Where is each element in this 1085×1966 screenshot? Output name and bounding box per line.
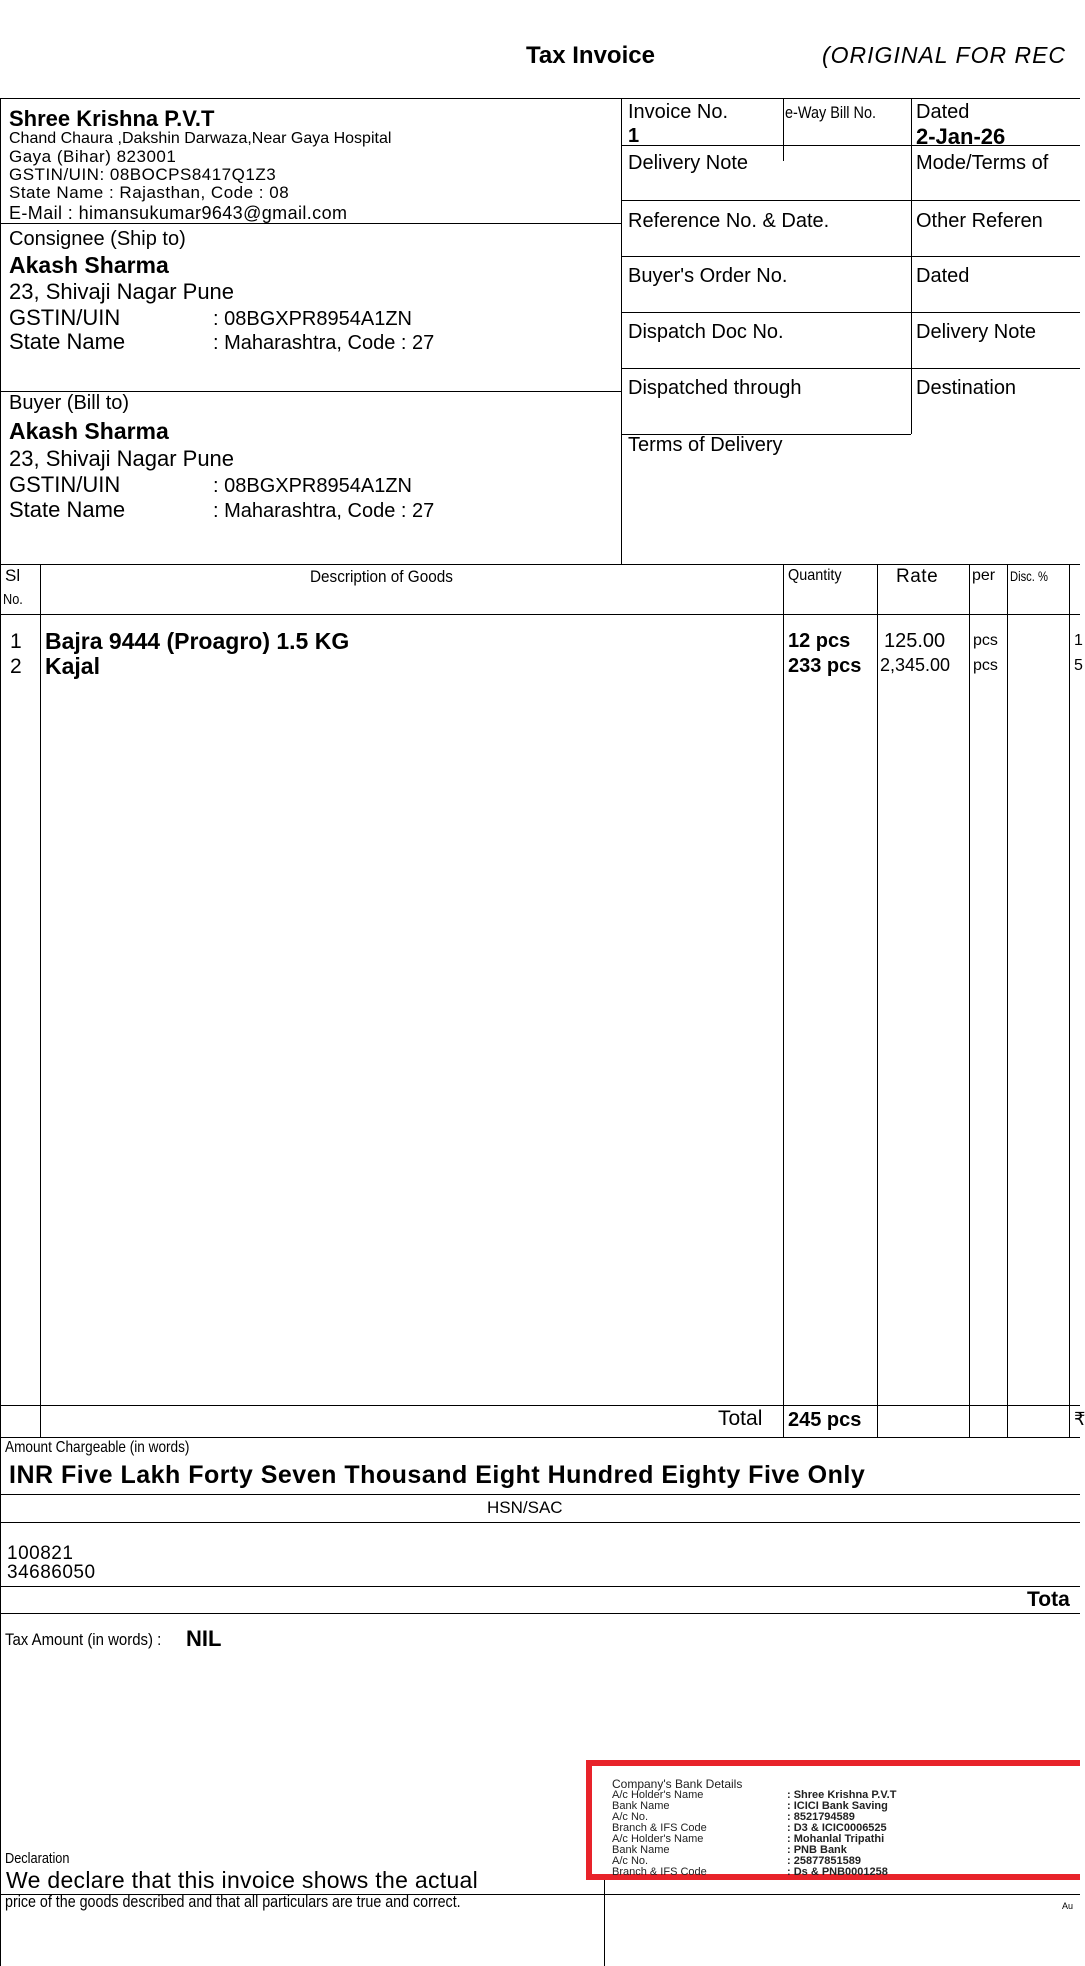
row-amount: 5 [1074,657,1083,674]
seller-address-line1: Chand Chaura ,Dakshin Darwaza,Near Gaya Hospital [9,130,392,147]
buyer-gstin: : 08BGXPR8954A1ZN [213,475,412,497]
bank-row-value: : PNB Bank [787,1844,847,1856]
terms-of-delivery-label: Terms of Delivery [628,434,783,456]
buyer-gstin-label: GSTIN/UIN [9,472,121,497]
sl-header-bottom: No. [3,591,23,608]
bank-row-value: : 25877851589 [787,1855,862,1867]
row-quantity: 233 pcs [788,655,862,677]
bank-row-key: Bank Name [612,1800,670,1812]
delivery-note-date-label: Delivery Note [916,321,1037,343]
bank-row-value: : 8521794589 [787,1811,855,1823]
consignee-state-label: State Name [9,329,126,354]
dated-value: 2-Jan-26 [916,124,1006,149]
row-rate: 2,345.00 [880,655,951,675]
seller-gstin: GSTIN/UIN: 08BOCPS8417Q1Z3 [9,165,277,184]
amount-words-label: Amount Chargeable (in words) [5,1439,190,1456]
buyer-state: : Maharashtra, Code : 27 [213,500,435,522]
buyers-order-dated-label: Dated [916,265,970,287]
rate-header: Rate [896,566,939,587]
bank-row-key: A/c Holder's Name [612,1789,704,1801]
consignee-gstin-label: GSTIN/UIN [9,305,121,330]
bank-row-key: A/c No. [612,1811,649,1823]
bank-details-highlight [586,1760,1080,1880]
tax-words-value: NIL [186,1626,222,1651]
description-header: Description of Goods [310,567,453,586]
row-description: Bajra 9444 (Proagro) 1.5 KG [45,628,350,654]
bank-row-value: : ICICI Bank Saving [787,1800,888,1812]
row-description: Kajal [45,653,100,679]
buyer-address: 23, Shivaji Nagar Pune [9,446,235,471]
bank-row-key: A/c No. [612,1855,649,1867]
row-sl: 1 [10,630,22,653]
row-per: pcs [973,657,998,674]
bank-row-value: : Mohanlal Tripathi [787,1833,885,1845]
dispatch-doc-label: Dispatch Doc No. [628,321,784,343]
bank-row-key: A/c Holder's Name [612,1833,704,1845]
disc-header: Disc. % [1010,568,1048,584]
row-rate: 125.00 [884,630,946,652]
seller-address-line2: Gaya (Bihar) 823001 [9,147,177,166]
delivery-note-label: Delivery Note [628,152,749,174]
bank-details-title: Company's Bank Details [612,1777,743,1791]
buyer-state-label: State Name [9,497,126,522]
consignee-gstin: : 08BGXPR8954A1ZN [213,308,412,330]
declaration-line1: We declare that this invoice shows the actual [6,1867,479,1893]
bank-row-key: Branch & IFS Code [612,1822,707,1834]
row-sl: 2 [10,655,22,678]
total-amount: ₹ [1074,1409,1085,1429]
amount-words-value: INR Five Lakh Forty Seven Thousand Eight Hundred Eighty Five Only [9,1461,866,1489]
hsn-total-label: Tota [1027,1588,1070,1611]
mode-terms-label: Mode/Terms of [916,152,1049,174]
authorised-signatory-clip: Au [1062,1901,1074,1911]
eway-bill-label: e-Way Bill No. [785,103,877,122]
reference-label: Reference No. & Date. [628,210,830,232]
seller-name: Shree Krishna P.V.T [9,106,215,131]
consignee-address: 23, Shivaji Nagar Pune [9,279,235,304]
consignee-state: : Maharashtra, Code : 27 [213,332,435,354]
hsn-code: 34686050 [7,1562,96,1583]
consignee-name: Akash Sharma [9,252,169,278]
seller-email: E-Mail : himansukumar9643@gmail.com [9,203,348,223]
bank-row-key: Branch & IFS Code [612,1866,707,1878]
tax-words-label: Tax Amount (in words) : [5,1630,162,1649]
other-reference-label: Other Referen [916,210,1043,232]
bank-row-key: Bank Name [612,1844,670,1856]
seller-state: State Name : Rajasthan, Code : 08 [9,183,290,202]
total-quantity: 245 pcs [788,1409,862,1431]
invoice-no-value: 1 [628,125,640,147]
bank-row-value: : Shree Krishna P.V.T [787,1789,897,1801]
bank-row-value: : D3 & ICIC0006525 [787,1822,887,1834]
invoice-no-label: Invoice No. [628,101,729,123]
per-header: per [972,567,996,584]
row-quantity: 12 pcs [788,630,851,652]
dispatched-through-label: Dispatched through [628,377,802,399]
hsn-header: HSN/SAC [487,1498,563,1517]
bank-row-value: : Ds & PNB0001258 [787,1866,888,1878]
consignee-label: Consignee (Ship to) [9,228,186,250]
document-title: Tax Invoice [526,42,655,69]
row-amount: 1 [1074,632,1083,649]
destination-label: Destination [916,377,1017,399]
row-per: pcs [973,632,998,649]
buyers-order-label: Buyer's Order No. [628,265,788,287]
total-label: Total [718,1407,763,1430]
copy-label: (ORIGINAL FOR REC [822,42,1067,68]
declaration-line2: price of the goods described and that all particulars are true and correct. [5,1892,461,1911]
buyer-name: Akash Sharma [9,418,169,444]
declaration-label: Declaration [5,1850,70,1867]
hsn-code: 100821 [7,1543,74,1564]
quantity-header: Quantity [788,567,842,584]
sl-header-top: Sl [5,566,21,585]
dated-label: Dated [916,101,970,123]
buyer-label: Buyer (Bill to) [9,392,130,414]
